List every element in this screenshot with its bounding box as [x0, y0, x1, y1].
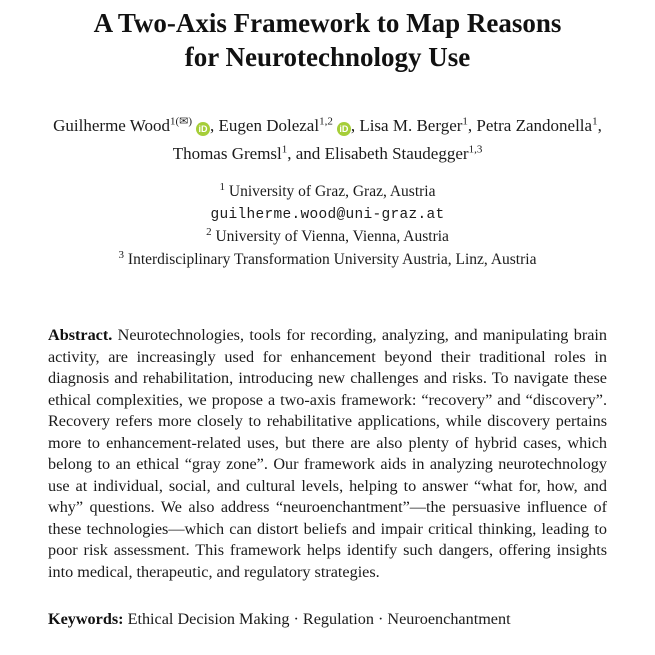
author-entry: Eugen Dolezal$^{1,2}$iD , [218, 115, 360, 135]
keywords-items: Ethical Decision Making · Regulation · Neuroenchantment [127, 610, 511, 628]
affiliation-marker: 3 [118, 248, 125, 261]
abstract-paragraph [48, 325, 607, 583]
abstract-text: Neurotechnologies, tools for recording, analyzing, and manipulating brain activity, are increasingly used for enhancement beyond their traditional roles in diagnosis and rehabilitation, introducing new challenges and risks. To navigate these ethical complexities, we propose a two-axis framework: “recovery” and “discovery”. Recovery refers more closely to rehabilitative applications, while discovery pertains more to enhancement-related uses, but there are also plenty of hybrid cases, which belong to an ethical “gray zone”. Our framework aids in analyzing neurotechnology use at individual, social, and cultural levels, helping to answer “what for, how, and why” questions. We also address “neuroenchantment”—the persuasive influence of these technologies—which can distort beliefs and impair critical thinking, leading to poor risk assessment. This framework helps identify such dangers, offering insights into medical, therapeutic, and regulatory strategies. [48, 326, 608, 581]
author-affiliation-superscript: 1 [462, 115, 468, 128]
author-affiliation-superscript: 1,2 [319, 115, 333, 128]
abstract-label: Abstract. [48, 326, 113, 344]
affiliation-line: $^3$ Interdisciplinary Transformation University Austria, Linz, Austria [118, 248, 537, 268]
author-entry: Petra Zandonella$^1$, [476, 115, 602, 135]
affiliation-line: $^1$ University of Graz, Graz, Austria [219, 180, 436, 200]
orcid-icon[interactable]: iD [337, 122, 351, 136]
author-name: Thomas Gremsl [172, 144, 282, 163]
author-entry: Lisa M. Berger$^1$, [359, 115, 477, 135]
title-line-1: A Two-Axis Framework to Map Reasons [93, 8, 562, 38]
author-name: Lisa M. Berger [359, 116, 463, 135]
keywords-line [48, 609, 607, 631]
author-entry: Guilherme Wood$^{1(✉)}$iD , [53, 115, 219, 135]
author-affiliation-superscript: 1 [281, 143, 288, 156]
author-entry: Thomas Gremsl$^1$, and [172, 143, 325, 163]
keywords-label: Keywords: [48, 610, 124, 628]
title-line-2: for Neurotechnology Use [184, 42, 471, 72]
author-name: Petra Zandonella [476, 116, 593, 135]
author-name: Guilherme Wood [53, 116, 170, 135]
affiliation-list [0, 181, 655, 271]
author-list [0, 112, 655, 168]
paper-title [10, 6, 645, 74]
affiliation-marker: 1 [219, 180, 225, 193]
email-link[interactable]: guilherme.wood@uni-graz.at [210, 206, 445, 223]
affiliation-marker: 2 [206, 225, 212, 238]
author-affiliation-superscript: 1(✉) [169, 115, 193, 128]
author-name: Eugen Dolezal [218, 116, 320, 135]
author-name: Elisabeth Staudegger [324, 144, 469, 163]
author-affiliation-superscript: 1,3 [468, 143, 483, 156]
author-entry [325, 144, 483, 163]
affiliation-line: $^2$ University of Vienna, Vienna, Austria [206, 225, 449, 245]
orcid-icon[interactable]: iD [196, 122, 210, 136]
author-affiliation-superscript: 1 [592, 115, 598, 128]
